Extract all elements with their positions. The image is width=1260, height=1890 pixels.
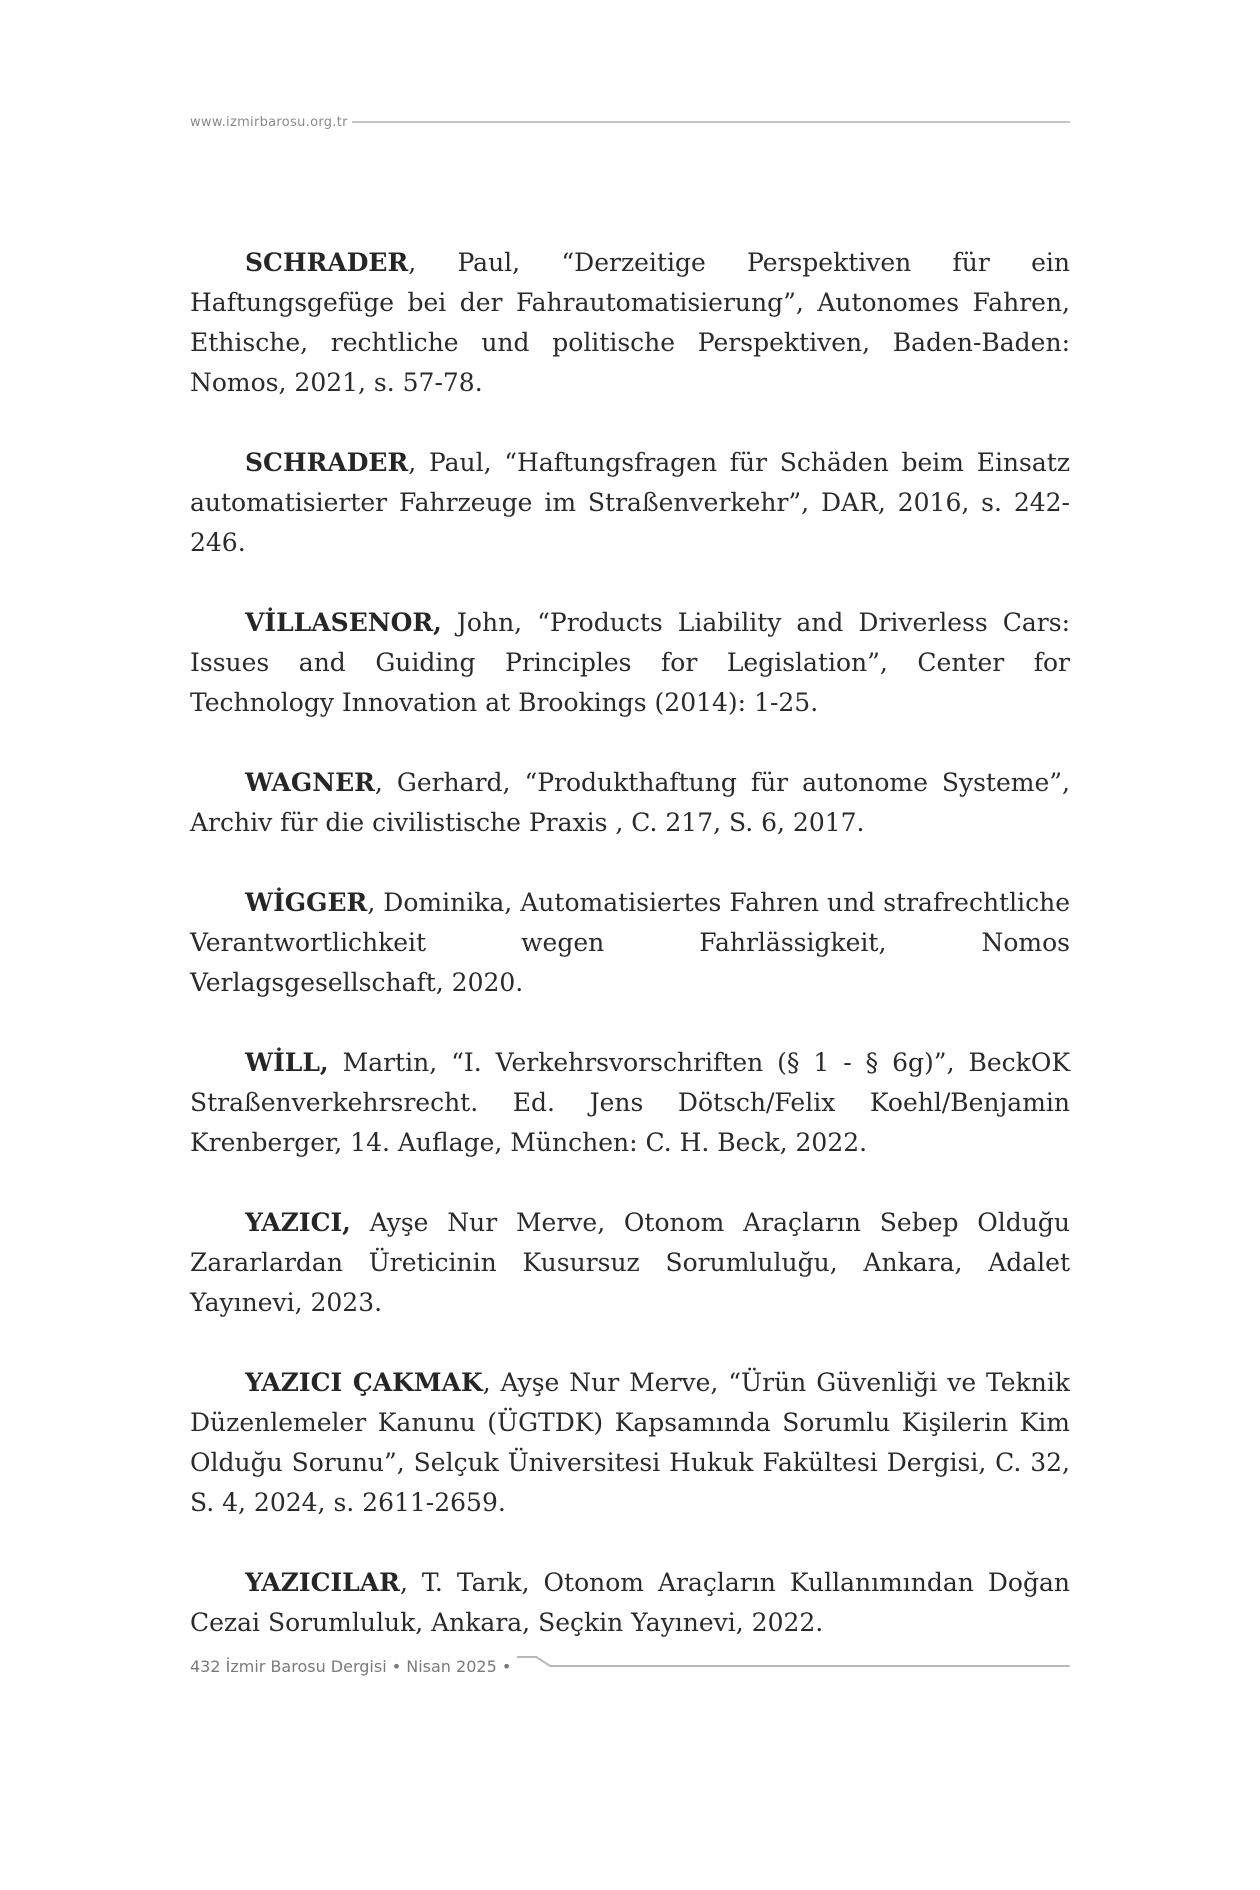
bibliography-list [190,243,1070,1643]
entry-text: , Ayşe Nur Merve, “Ürün Güvenliği ve Teknik Düzenlemeler Kanunu (ÜGTDK) Kapsamında Sorumlu Kişilerin Kim Olduğu Sorunu”, Selçuk Üniversitesi Hukuk Fakültesi Dergisi, C. 32, S. 4, 2024, s. 2611-2659. [190,1368,1070,1517]
header-rule [352,121,1070,123]
entry-text: , Paul, “Haftungsfragen für Schäden beim Einsatz automatisierter Fahrzeuge im Straßenverkehr”, DAR, 2016, s. 242-246. [190,448,1070,557]
entry-text: Martin, “I. Verkehrsvorschriften (§ 1 - § 6g)”, BeckOK Straßenverkehrsrecht. Ed. Jens Dötsch/Felix Koehl/Benjamin Krenberger, 14. Auflage, München: C. H. Beck, 2022. [190,1048,1070,1157]
entry-text: , Dominika, Automatisiertes Fahren und strafrechtliche Verantwortlichkeit wegen Fahrlässigkeit, Nomos Verlagsgesellschaft, 2020. [190,888,1070,997]
entry-author: YAZICILAR [245,1568,400,1597]
footer-rule [517,1654,1070,1678]
footer-rule-line [517,1654,1070,1678]
bibliography-entry [190,1563,1070,1643]
bibliography-entry [190,883,1070,1003]
bibliography-entry [190,763,1070,843]
entry-author: WİLL, [245,1048,329,1077]
bibliography-entry [190,243,1070,403]
bibliography-entry [190,603,1070,723]
entry-author: VİLLASENOR, [245,608,442,637]
footer-text: 432 İzmir Barosu Dergisi • Nisan 2025 • [190,1656,512,1676]
entry-text: John, “Products Liability and Driverless Cars: Issues and Guiding Principles for Legislation”, Center for Technology Innovation at Brookings (2014): 1-25. [190,608,1070,717]
entry-author: YAZICI ÇAKMAK [245,1368,483,1397]
entry-text: , Paul, “Derzeitige Perspektiven für ein Haftungsgefüge bei der Fahrautomatisierung”, Autonomes Fahren, Ethische, rechtliche und politische Perspektiven, Baden-Baden: Nomos, 2021, s. 57-78. [190,248,1070,397]
entry-author: YAZICI, [245,1208,351,1237]
bibliography-entry [190,1043,1070,1163]
bibliography-entry [190,1203,1070,1323]
page-footer [190,1654,1070,1678]
page-header [190,112,1070,132]
entry-author: SCHRADER [245,448,409,477]
entry-text: Ayşe Nur Merve, Otonom Araçların Sebep Olduğu Zararlardan Üreticinin Kusursuz Sorumluluğu, Ankara, Adalet Yayınevi, 2023. [190,1208,1070,1317]
bibliography-entry [190,1363,1070,1523]
bibliography-entry [190,443,1070,563]
header-url: www.izmirbarosu.org.tr [190,114,348,130]
entry-text: , Gerhard, “Produkthaftung für autonome Systeme”, Archiv für die civilistische Praxis , C. 217, S. 6, 2017. [190,768,1070,837]
entry-author: WİGGER [245,888,368,917]
entry-text: , T. Tarık, Otonom Araçların Kullanımından Doğan Cezai Sorumluluk, Ankara, Seçkin Yayınevi, 2022. [190,1568,1070,1637]
entry-author: WAGNER [245,768,375,797]
entry-author: SCHRADER [245,248,409,277]
